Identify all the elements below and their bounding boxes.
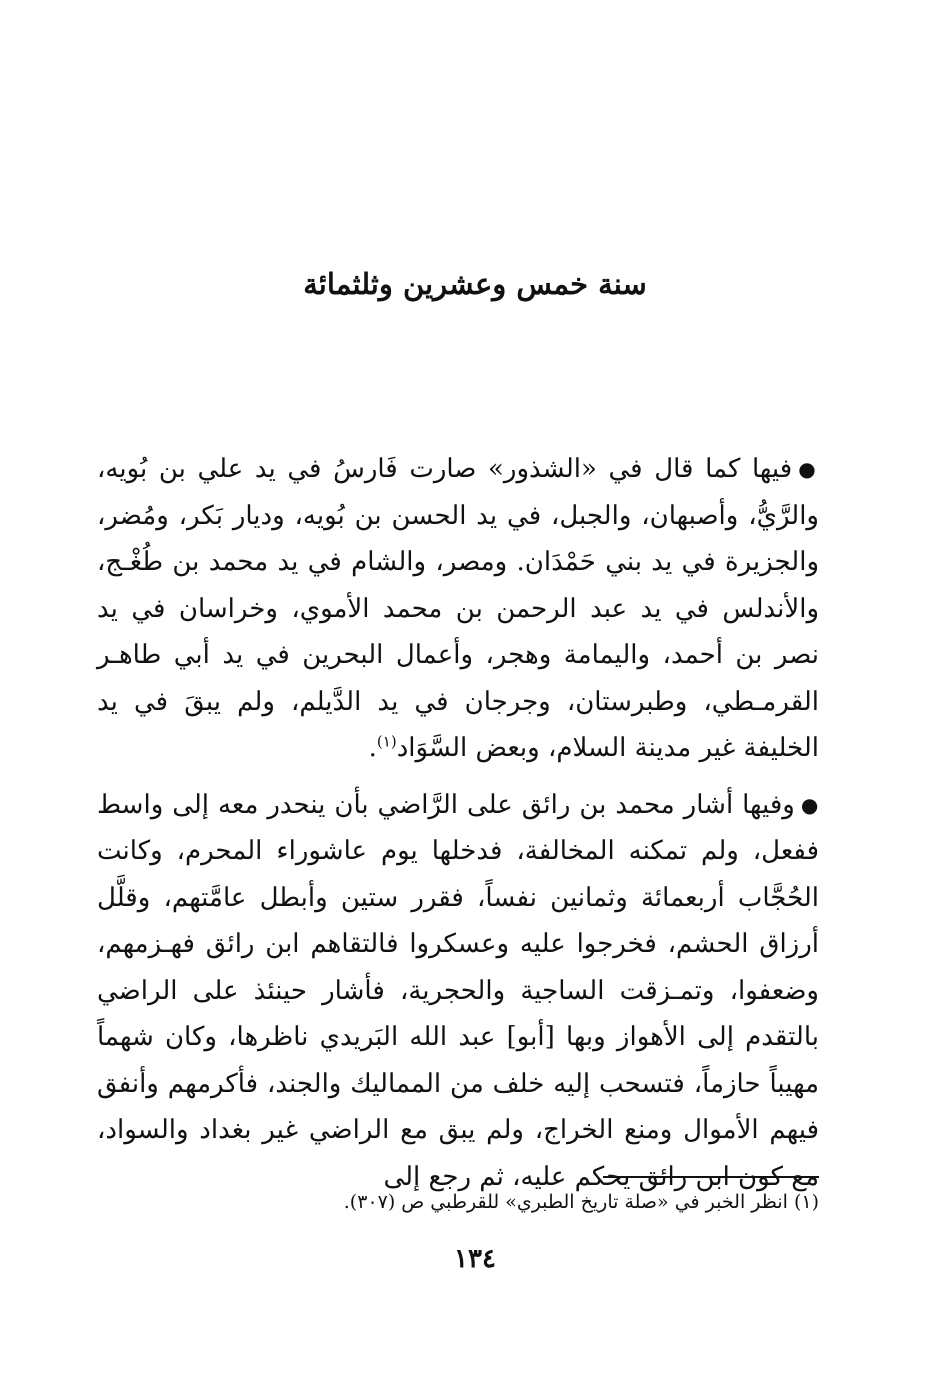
- footnote-divider: [603, 1176, 819, 1178]
- footnote: (١) انظر الخبر في «صلة تاريخ الطبري» للقرطبي ص (٣٠٧).: [343, 1191, 819, 1213]
- paragraph-1: [97, 446, 819, 772]
- paragraph-1-end: .: [368, 733, 377, 763]
- main-text: [97, 446, 819, 1210]
- page-number: ١٣٤: [454, 1244, 496, 1274]
- bullet-icon: ●: [798, 457, 819, 481]
- paragraph-2-text: وفيها أشار محمد بن رائق على الرَّاضي بأن ينحدر معه إلى واسط ففعل، ولم تمكنه المخالفة، فدخلها يوم عاشوراء المحرم، وكانت الحُجَّاب أربعمائة وثمانين نفساً، فقرر ستين وأبطل عامَّتهم، وقلَّل أرزاق الحشم، فخرجوا عليه وعسكروا فالتقاهم ابن رائق فهـزمهم، وضعفوا، وتمـزقت الساجية والحجرية، فأشار حينئذ على الراضي بالتقدم إلى الأهواز وبها [أبو] عبد الله البَريدي ناظرها، وكان شهماً مهيباً حازماً، فتسحب إليه خلف من المماليك والجند، فأكرمهم وأنفق فيهم الأموال ومنع الخراج، ولم يبق مع الراضي غير بغداد والسواد، مع كون ابن رائق يحكم عليه، ثم رجع إلى: [97, 789, 819, 1192]
- footnote-reference[interactable]: (١): [376, 732, 397, 751]
- paragraph-1-text: فيها كما قال في «الشذور» صارت فَارسُ في يد علي بن بُويه، والرَّيُّ، وأصبهان، والجبل، في يد الحسن بن بُويه، وديار بَكر، ومُضر، والجزيرة في يد بني حَمْدَان. ومصر، والشام في يد محمد بن طُغْـج، والأندلس في يد عبد الرحمن بن محمد الأموي، وخراسان في يد نصر بن أحمد، واليمامة وهجر، وأعمال البحرين في يد أبي طاهـر القرمـطي، وطبرستان، وجرجان في يد الدَّيلم، ولم يبقَ في يد الخليفة غير مدينة السلام، وبعض السَّوَاد: [97, 454, 819, 763]
- bullet-icon: ●: [800, 792, 819, 817]
- chapter-title: سنة خمس وعشرين وثلثمائة: [303, 267, 647, 301]
- paragraph-2: [97, 782, 819, 1201]
